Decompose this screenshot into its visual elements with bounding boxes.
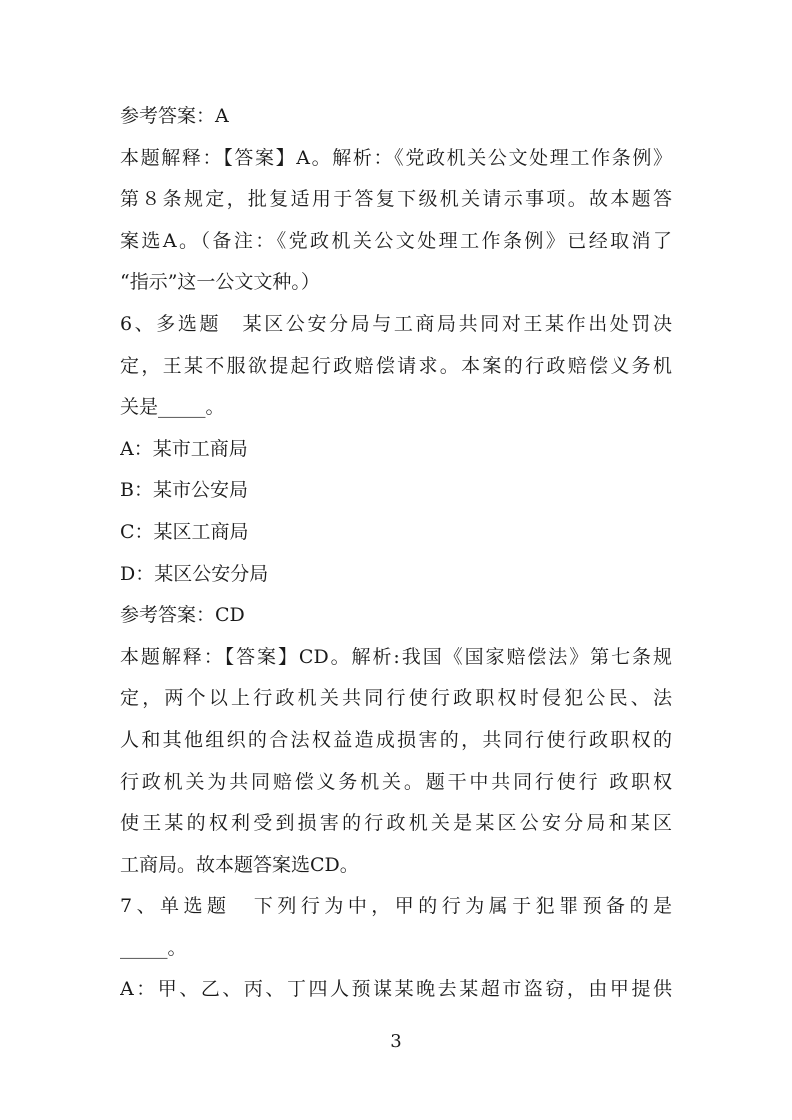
- question-7-stem: _____。: [120, 936, 187, 959]
- option-a: A：某市工商局: [120, 437, 248, 460]
- explanation-line: 定，两个以上行政机关共同行使行政职权时侵犯公民、法: [120, 687, 672, 710]
- explanation-line: 工商局。故本题答案选CD。: [120, 853, 359, 876]
- explanation-line: 案选A。（备注：《党政机关公文处理工作条例》已经取消了: [120, 229, 672, 252]
- explanation-line: 第８条规定，批复适用于答复下级机关请示事项。故本题答: [120, 188, 672, 211]
- question-6-stem: 关是_____。: [120, 396, 225, 419]
- explanation-line: 使王某的权利受到损害的行政机关是某区公安分局和某区: [120, 812, 672, 835]
- option-b: B：某市公安局: [120, 479, 248, 502]
- explanation-line: 行政机关为共同赔偿义务机关。题干中共同行使行 政职权: [120, 770, 672, 793]
- explanation-line: “指示”这一公文文种。）: [120, 271, 320, 294]
- explanation-line: 人和其他组织的合法权益造成损害的，共同行使行政职权的: [120, 728, 672, 751]
- explanation-line: 本题解释：【答案】CD。解析:我国《国家赔偿法》第七条规: [120, 645, 672, 668]
- document-body: [120, 96, 672, 1011]
- answer-line-q5: 参考答案：A: [120, 105, 229, 127]
- explanation-line: 本题解释：【答案】A。解析：《党政机关公文处理工作条例》: [120, 146, 672, 169]
- option-a: A：甲、乙、丙、丁四人预谋某晚去某超市盗窃，由甲提供: [120, 978, 672, 1001]
- answer-line-q6: 参考答案：CD: [120, 604, 245, 627]
- option-d: D：某区公安分局: [120, 562, 269, 585]
- option-c: C：某区工商局: [120, 520, 249, 543]
- page-number: 3: [390, 1031, 402, 1052]
- question-6-stem: 定，王某不服欲提起行政赔偿请求。本案的行政赔偿义务机: [120, 354, 672, 377]
- question-7-stem: 7、单选题 下列行为中，甲的行为属于犯罪预备的是: [120, 895, 672, 918]
- question-6-stem: 6、多选题 某区公安分局与工商局共同对王某作出处罚决: [120, 312, 672, 335]
